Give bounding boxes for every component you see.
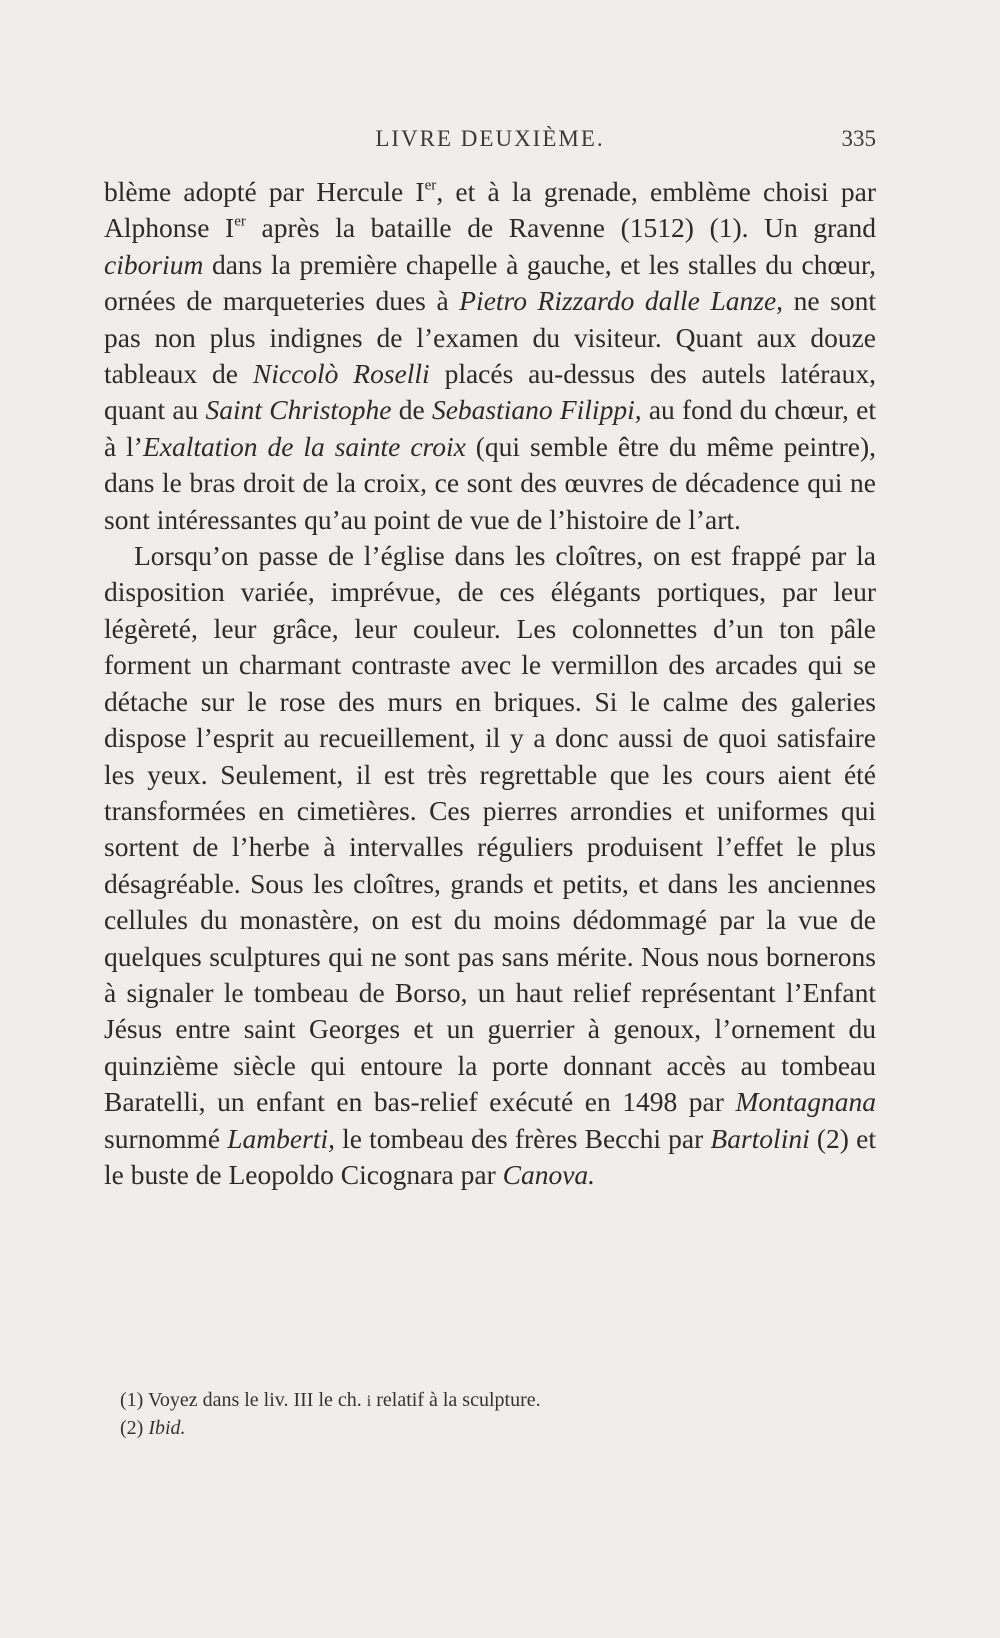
italic-text: Sebastiano Filippi, [431,394,642,426]
text-run: placés au-dessus des autels latéraux, quant au [104,358,877,426]
text-run: surnommé [104,1122,228,1154]
paragraph-1 [104,174,876,538]
small-caps-text: i [366,1393,372,1410]
superscript: er [234,214,246,231]
text-run: (1) Voyez dans le liv. III le ch. [120,1389,367,1411]
text-run: de [391,394,432,426]
text-run: au fond du chœur, et à l’ [104,394,876,462]
italic-text: Montagnana [735,1086,876,1118]
italic-text: Ibid. [148,1417,186,1439]
text-run: blème adopté par Hercule I [104,176,425,207]
text-run: (qui semble être du même peintre), dans le bras droit de la croix, ce sont des œuvres de décadence qui ne sont intéressantes qu’au point de vue de l’histoire de l’art. [104,430,876,535]
text-run: ne sont pas non plus indignes de l’examen du visiteur. Quant aux douze tableaux de [104,285,876,390]
text-run: (2) [120,1417,149,1439]
text-run: (2) et le buste de Leopoldo Cicognara par [104,1122,876,1190]
paragraph-2 [104,538,876,1193]
italic-text: Canova. [502,1158,596,1190]
text-run: relatif à la sculpture. [371,1389,541,1411]
running-header [104,126,876,166]
italic-text: Pietro Rizzardo dalle Lanze, [459,285,784,317]
italic-text: ciborium [104,248,204,280]
superscript: er [424,177,437,194]
page-number: 335 [841,126,876,151]
text-run: , et à la grenade, emblème choisi par Alphonse I [104,176,876,244]
text-run: après la bataille de Ravenne (1512) (1). Un grand [245,212,876,244]
footnotes [120,1387,860,1442]
body-text [104,174,876,1193]
footnote-1 [120,1387,860,1415]
text-run: Lorsqu’on passe de l’église dans les cloîtres, on est frappé par la disposition variée, imprévue, de ces élégants portiques, par leur légèreté, leur grâce, leur couleur. Les colonnettes d’un ton pâle forment un charmant contraste avec le vermillon des arcades qui se détache sur le rose des murs en briques. Si le calme des galeries dispose l’esprit au recueillement, il y a donc aussi de quoi satisfaire les yeux. Seulement, il est très regrettable que les cours aient été transformées en cimetières. Ces pierres arrondies et uniformes qui sortent de l’herbe à intervalles réguliers produisent l’effet le plus désagréable. Sous les cloîtres, grands et petits, et dans les anciennes cellules du monastère, on est du moins dédommagé par la vue de quelques sculptures qui ne sont pas sans mérite. Nous nous bornerons à signaler le tombeau de Borso, un haut relief représentant l’Enfant Jésus entre saint Georges et un guerrier à genoux, l’ornement du quinzième siècle qui entoure la porte donnant accès au tombeau Baratelli, un enfant en bas-relief exécuté en 1498 par [104,540,876,1118]
text-run: dans la première chapelle à gauche, et les stalles du chœur, ornées de marqueteries dues à [104,248,876,317]
italic-text: Exaltation de la sainte croix [142,430,466,462]
text-run: le tombeau des frères Becchi par [334,1122,711,1154]
italic-text: Lamberti, [227,1122,335,1154]
running-title: LIVRE DEUXIÈME. [375,126,605,151]
italic-text: Bartolini [710,1122,810,1154]
italic-text: Saint Christophe [205,394,392,426]
footnote-2 [120,1415,860,1442]
italic-text: Niccolò Roselli [252,358,430,390]
